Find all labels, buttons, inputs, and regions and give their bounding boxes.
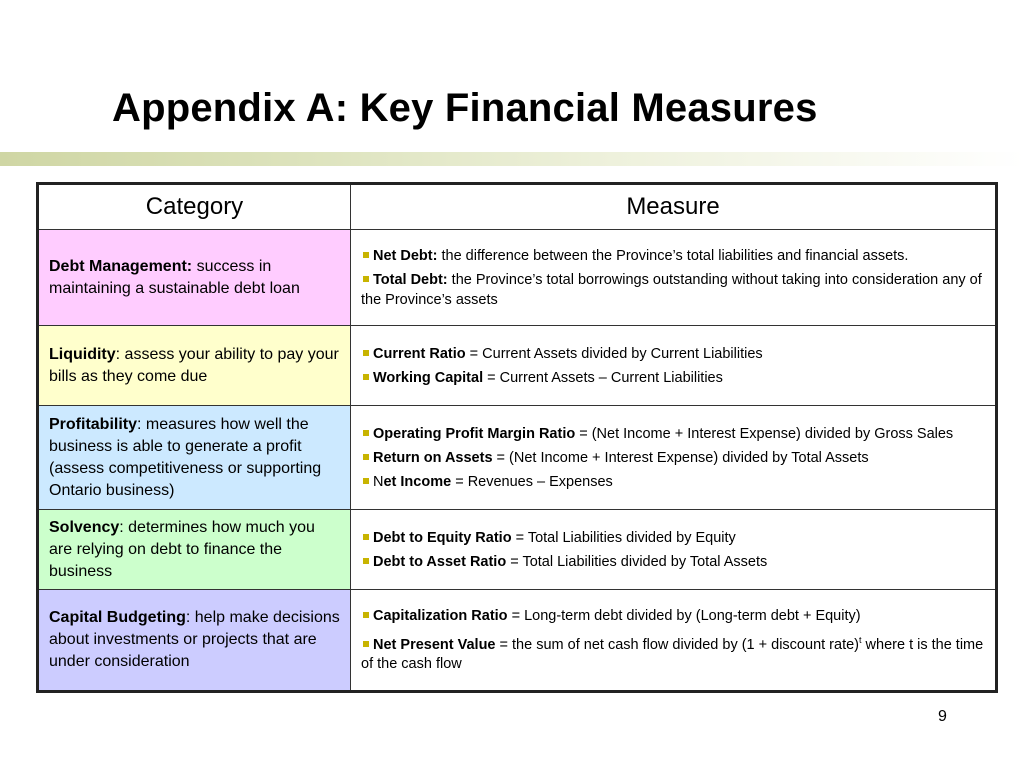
square-bullet-icon (363, 558, 369, 564)
category-cell (38, 510, 351, 590)
row-solvency (38, 510, 997, 590)
category-description: : help make decisions about investments or projects that are under consideration (49, 609, 340, 670)
measure-cell (351, 406, 997, 510)
category-name: Liquidity (49, 345, 116, 363)
slide-title: Appendix A: Key Financial Measures (112, 86, 818, 130)
category-description: : determines how much you are relying on debt to finance the business (49, 518, 315, 580)
category-description: : measures how well the business is able to generate a profit (assess competitiveness or supporting Ontario business) (49, 415, 322, 499)
category-cell (38, 230, 351, 326)
square-bullet-icon (363, 534, 369, 540)
category-description: : assess your ability to pay your bills as they come due (49, 345, 339, 385)
row-debt-management (38, 230, 997, 326)
measure-item (361, 448, 987, 468)
measure-cell (351, 590, 997, 692)
header-measure: Measure (351, 184, 997, 230)
measure-definition: the difference between the Province’s total liabilities and financial assets. (437, 247, 909, 264)
measure-definition: the Province’s total borrowings outstanding without taking into consideration any of the Province’s assets (361, 271, 982, 308)
financial-measures-table (36, 182, 998, 693)
square-bullet-icon (363, 478, 369, 484)
measure-name: Working Capital (373, 369, 484, 386)
measure-cell (351, 326, 997, 406)
measure-definition: = (Net Income + Interest Expense) divided by Total Assets (492, 449, 869, 466)
square-bullet-icon (363, 350, 369, 356)
measure-definition: = Long-term debt divided by (Long-term debt + Equity) (507, 607, 861, 624)
header-category: Category (38, 184, 351, 230)
measure-item (361, 368, 987, 388)
measure-item (361, 344, 987, 364)
measure-item (361, 630, 987, 675)
measure-name: Return on Assets (373, 449, 493, 466)
measure-definition-continued: where t is the time of the cash flow (361, 636, 984, 673)
measure-item (361, 552, 987, 572)
measure-name: Operating Profit Margin Ratio (373, 425, 576, 442)
title-accent-bar (0, 152, 1024, 166)
measure-name: et Income (383, 473, 452, 490)
table-header-row (38, 184, 997, 230)
measure-definition: = Total Liabilities divided by Equity (511, 529, 736, 546)
square-bullet-icon (363, 252, 369, 258)
square-bullet-icon (363, 374, 369, 380)
measure-item (361, 270, 987, 310)
category-description: success in maintaining a sustainable debt loan (49, 257, 300, 297)
measure-item (361, 528, 987, 548)
measure-name: Net Debt: (373, 247, 438, 264)
measure-definition: = Current Assets – Current Liabilities (483, 369, 723, 386)
square-bullet-icon (363, 276, 369, 282)
measure-definition: = Current Assets divided by Current Liabilities (465, 345, 763, 362)
measure-name: Debt to Equity Ratio (373, 529, 512, 546)
category-cell (38, 406, 351, 510)
category-cell (38, 326, 351, 406)
measure-name: Capitalization Ratio (373, 607, 508, 624)
measure-name: Total Debt: (373, 271, 448, 288)
measure-item (361, 606, 987, 626)
exponent-t: t (859, 634, 862, 645)
category-name: Capital Budgeting (49, 609, 186, 626)
row-capital-budgeting (38, 590, 997, 692)
category-name: Solvency (49, 518, 120, 536)
page-number: 9 (938, 708, 947, 725)
row-profitability (38, 406, 997, 510)
square-bullet-icon (363, 641, 369, 647)
measure-cell (351, 510, 997, 590)
measure-definition: = Revenues – Expenses (451, 473, 613, 490)
measure-definition: = the sum of net cash flow divided by (1 + discount rate) (495, 636, 859, 653)
category-cell (38, 590, 351, 692)
measure-name: Current Ratio (373, 345, 466, 362)
measure-item (361, 424, 987, 444)
measure-name: Net Present Value (373, 636, 496, 653)
measure-item (361, 246, 987, 266)
square-bullet-icon (363, 454, 369, 460)
measure-item (361, 472, 987, 492)
measure-cell (351, 230, 997, 326)
measure-name: Debt to Asset Ratio (373, 553, 507, 570)
row-liquidity (38, 326, 997, 406)
measure-definition: = Total Liabilities divided by Total Assets (506, 553, 768, 570)
square-bullet-icon (363, 612, 369, 618)
category-name: Debt Management: (49, 257, 193, 275)
measure-definition: = (Net Income + Interest Expense) divided by Gross Sales (575, 425, 954, 442)
measure-name-prefix: N (373, 473, 384, 490)
square-bullet-icon (363, 430, 369, 436)
category-name: Profitability (49, 415, 138, 433)
